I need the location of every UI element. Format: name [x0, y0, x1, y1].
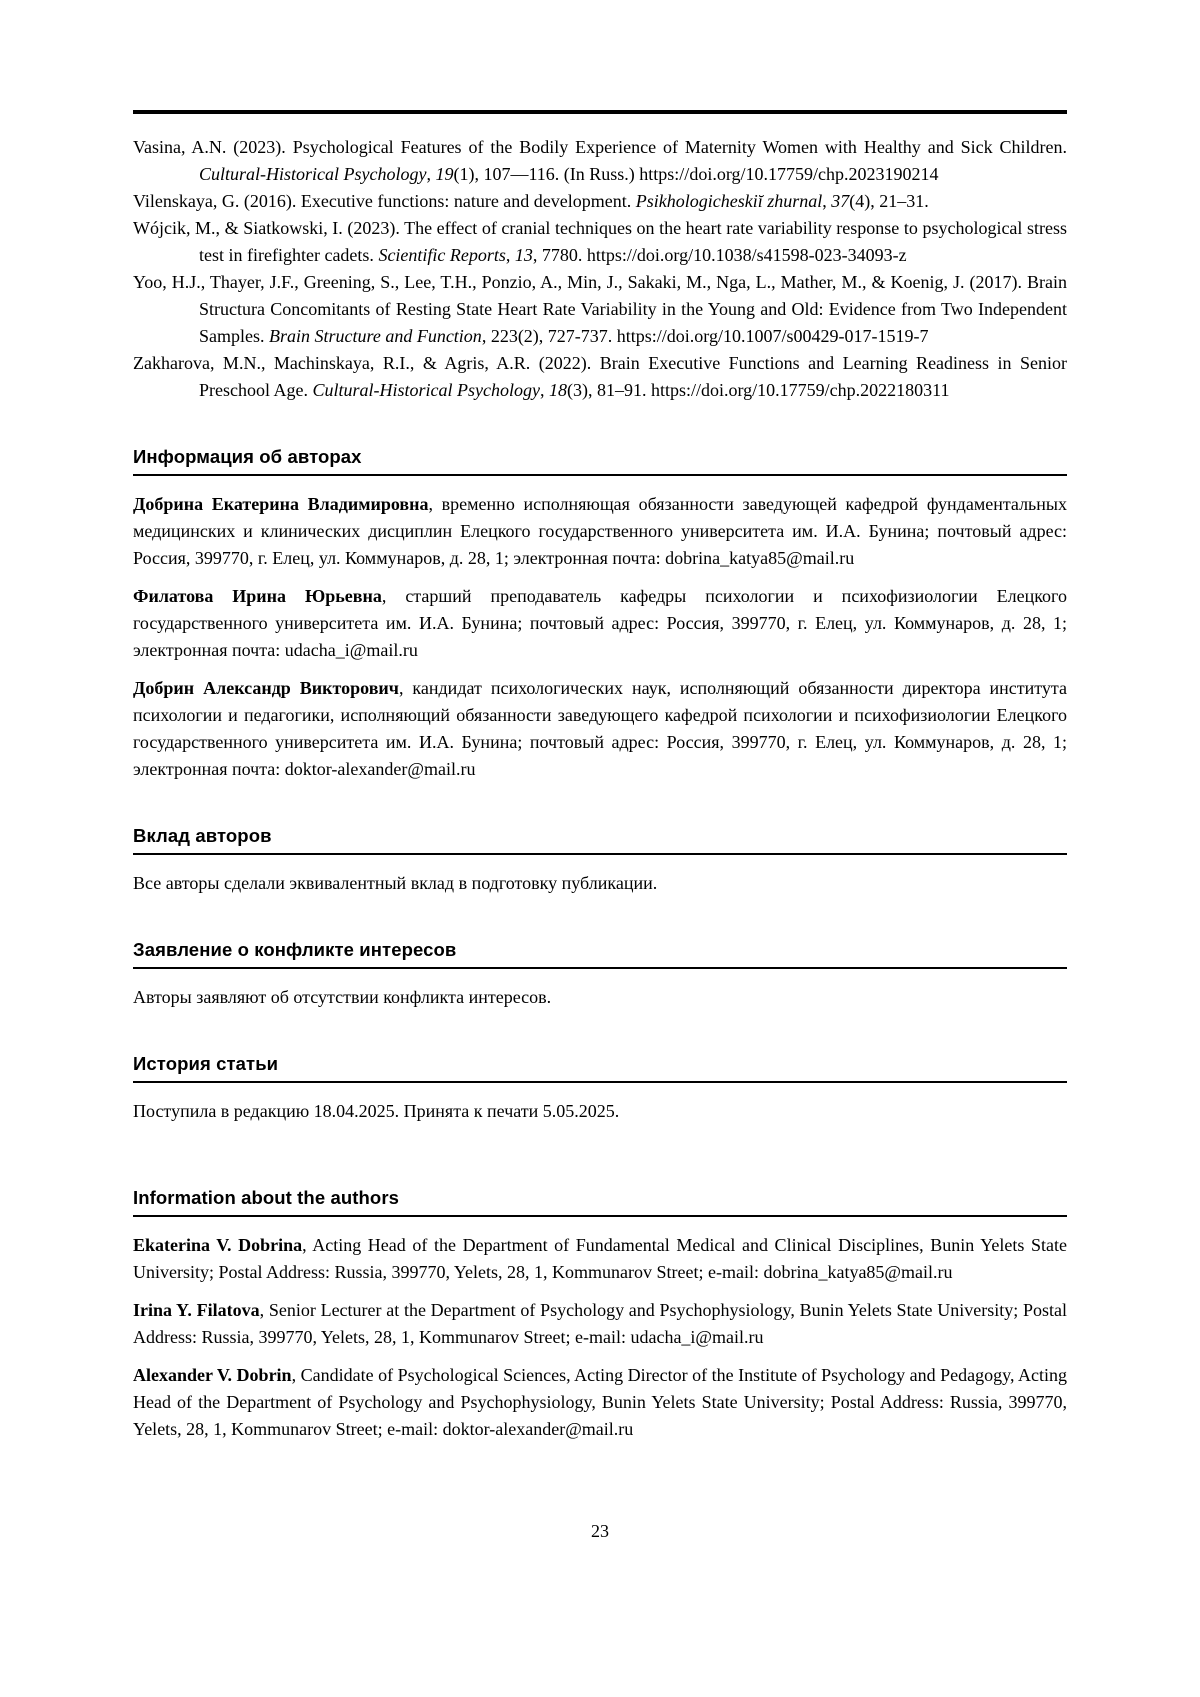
reference-entry: Zakharova, M.N., Machinskaya, R.I., & Agris, A.R. (2022). Brain Executive Functions and Learning Readiness in Senior Preschool Age. Cultural-Historical Psychology, 18(3), 81–91. https://doi.org/10.17759/chp.2022180311	[133, 353, 1067, 400]
author-paragraph: Добрина Екатерина Владимировна, временно исполняющая обязанности заведующей кафедрой фундаментальных медицинских и клинических дисциплин Елецкого государственного университета им. И.А. Бунина; почтовый адрес: Россия, 399770, г. Елец, ул. Коммунаров, д. 28, 1; электронная почта: dobrina_katya85@mail.ru	[133, 494, 1067, 568]
author-paragraph: Ekaterina V. Dobrina, Acting Head of the Department of Fundamental Medical and Clinical Disciplines, Bunin Yelets State University; Postal Address: Russia, 399770, Yelets, 28, 1, Kommunarov Street; e-mail: dobrina_katya85@mail.ru	[133, 1235, 1067, 1282]
section-heading: История статьи	[133, 1053, 1067, 1083]
section-heading: Information about the authors	[133, 1187, 1067, 1217]
author-paragraph: Добрин Александр Викторович, кандидат психологических наук, исполняющий обязанности директора института психологии и педагогики, исполняющий обязанности заведующего кафедрой психологии и психофизиологии Елецкого государственного университета им. И.А. Бунина; почтовый адрес: Россия, 399770, г. Елец, ул. Коммунаров, д. 28, 1; электронная почта: doktor-alexander@mail.ru	[133, 678, 1067, 779]
reference-entry: Vasina, A.N. (2023). Psychological Features of the Bodily Experience of Maternity Women with Healthy and Sick Children. Cultural-Historical Psychology, 19(1), 107—116. (In Russ.) https://doi.org/10.17759/chp.2023190214	[133, 137, 1067, 184]
section-heading: Информация об авторах	[133, 446, 1067, 476]
top-rule	[133, 110, 1067, 114]
section-article-history	[133, 1053, 1067, 1125]
section-heading: Вклад авторов	[133, 825, 1067, 855]
section-text: Поступила в редакцию 18.04.2025. Принята к печати 5.05.2025.	[133, 1101, 620, 1121]
page-number: 23	[591, 1521, 609, 1541]
author-paragraph: Филатова Ирина Юрьевна, старший преподаватель кафедры психологии и психофизиологии Елецкого государственного университета им. И.А. Бунина; почтовый адрес: Россия, 399770, г. Елец, ул. Коммунаров, д. 28, 1; электронная почта: udacha_i@mail.ru	[133, 586, 1067, 660]
section-text: Все авторы сделали эквивалентный вклад в подготовку публикации.	[133, 873, 658, 893]
references-list	[133, 134, 1067, 404]
section-contribution	[133, 825, 1067, 897]
section-conflict-of-interest	[133, 939, 1067, 1011]
section-authors-info-en	[133, 1187, 1067, 1443]
reference-entry: Yoo, H.J., Thayer, J.F., Greening, S., Lee, T.H., Ponzio, A., Min, J., Sakaki, M., Nga, L., Mather, M., & Koenig, J. (2017). Brain Structura Concomitants of Resting State Heart Rate Variability in the Young and Old: Evidence from Two Independent Samples. Brain Structure and Function, 223(2), 727-737. https://doi.org/10.1007/s00429-017-1519-7	[133, 272, 1067, 346]
section-text: Авторы заявляют об отсутствии конфликта интересов.	[133, 987, 552, 1007]
author-paragraph: Alexander V. Dobrin, Candidate of Psychological Sciences, Acting Director of the Institute of Psychology and Pedagogy, Acting Head of the Department of Psychology and Psychophysiology, Bunin Yelets State University; Postal Address: Russia, 399770, Yelets, 28, 1, Kommunarov Street; e-mail: doktor-alexander@mail.ru	[133, 1365, 1068, 1439]
reference-entry: Vilenskaya, G. (2016). Executive functions: nature and development. Psikhologicheskiĭ zhurnal, 37(4), 21–31.	[133, 191, 929, 211]
section-heading: Заявление о конфликте интересов	[133, 939, 1067, 969]
author-paragraph: Irina Y. Filatova, Senior Lecturer at the Department of Psychology and Psychophysiology, Bunin Yelets State University; Postal Address: Russia, 399770, Yelets, 28, 1, Kommunarov Street; e-mail: udacha_i@mail.ru	[133, 1300, 1067, 1347]
reference-entry: Wójcik, M., & Siatkowski, I. (2023). The effect of cranial techniques on the heart rate variability response to psychological stress test in firefighter cadets. Scientific Reports, 13, 7780. https://doi.org/10.1038/s41598-023-34093-z	[133, 218, 1067, 265]
section-authors-info-ru	[133, 446, 1067, 783]
